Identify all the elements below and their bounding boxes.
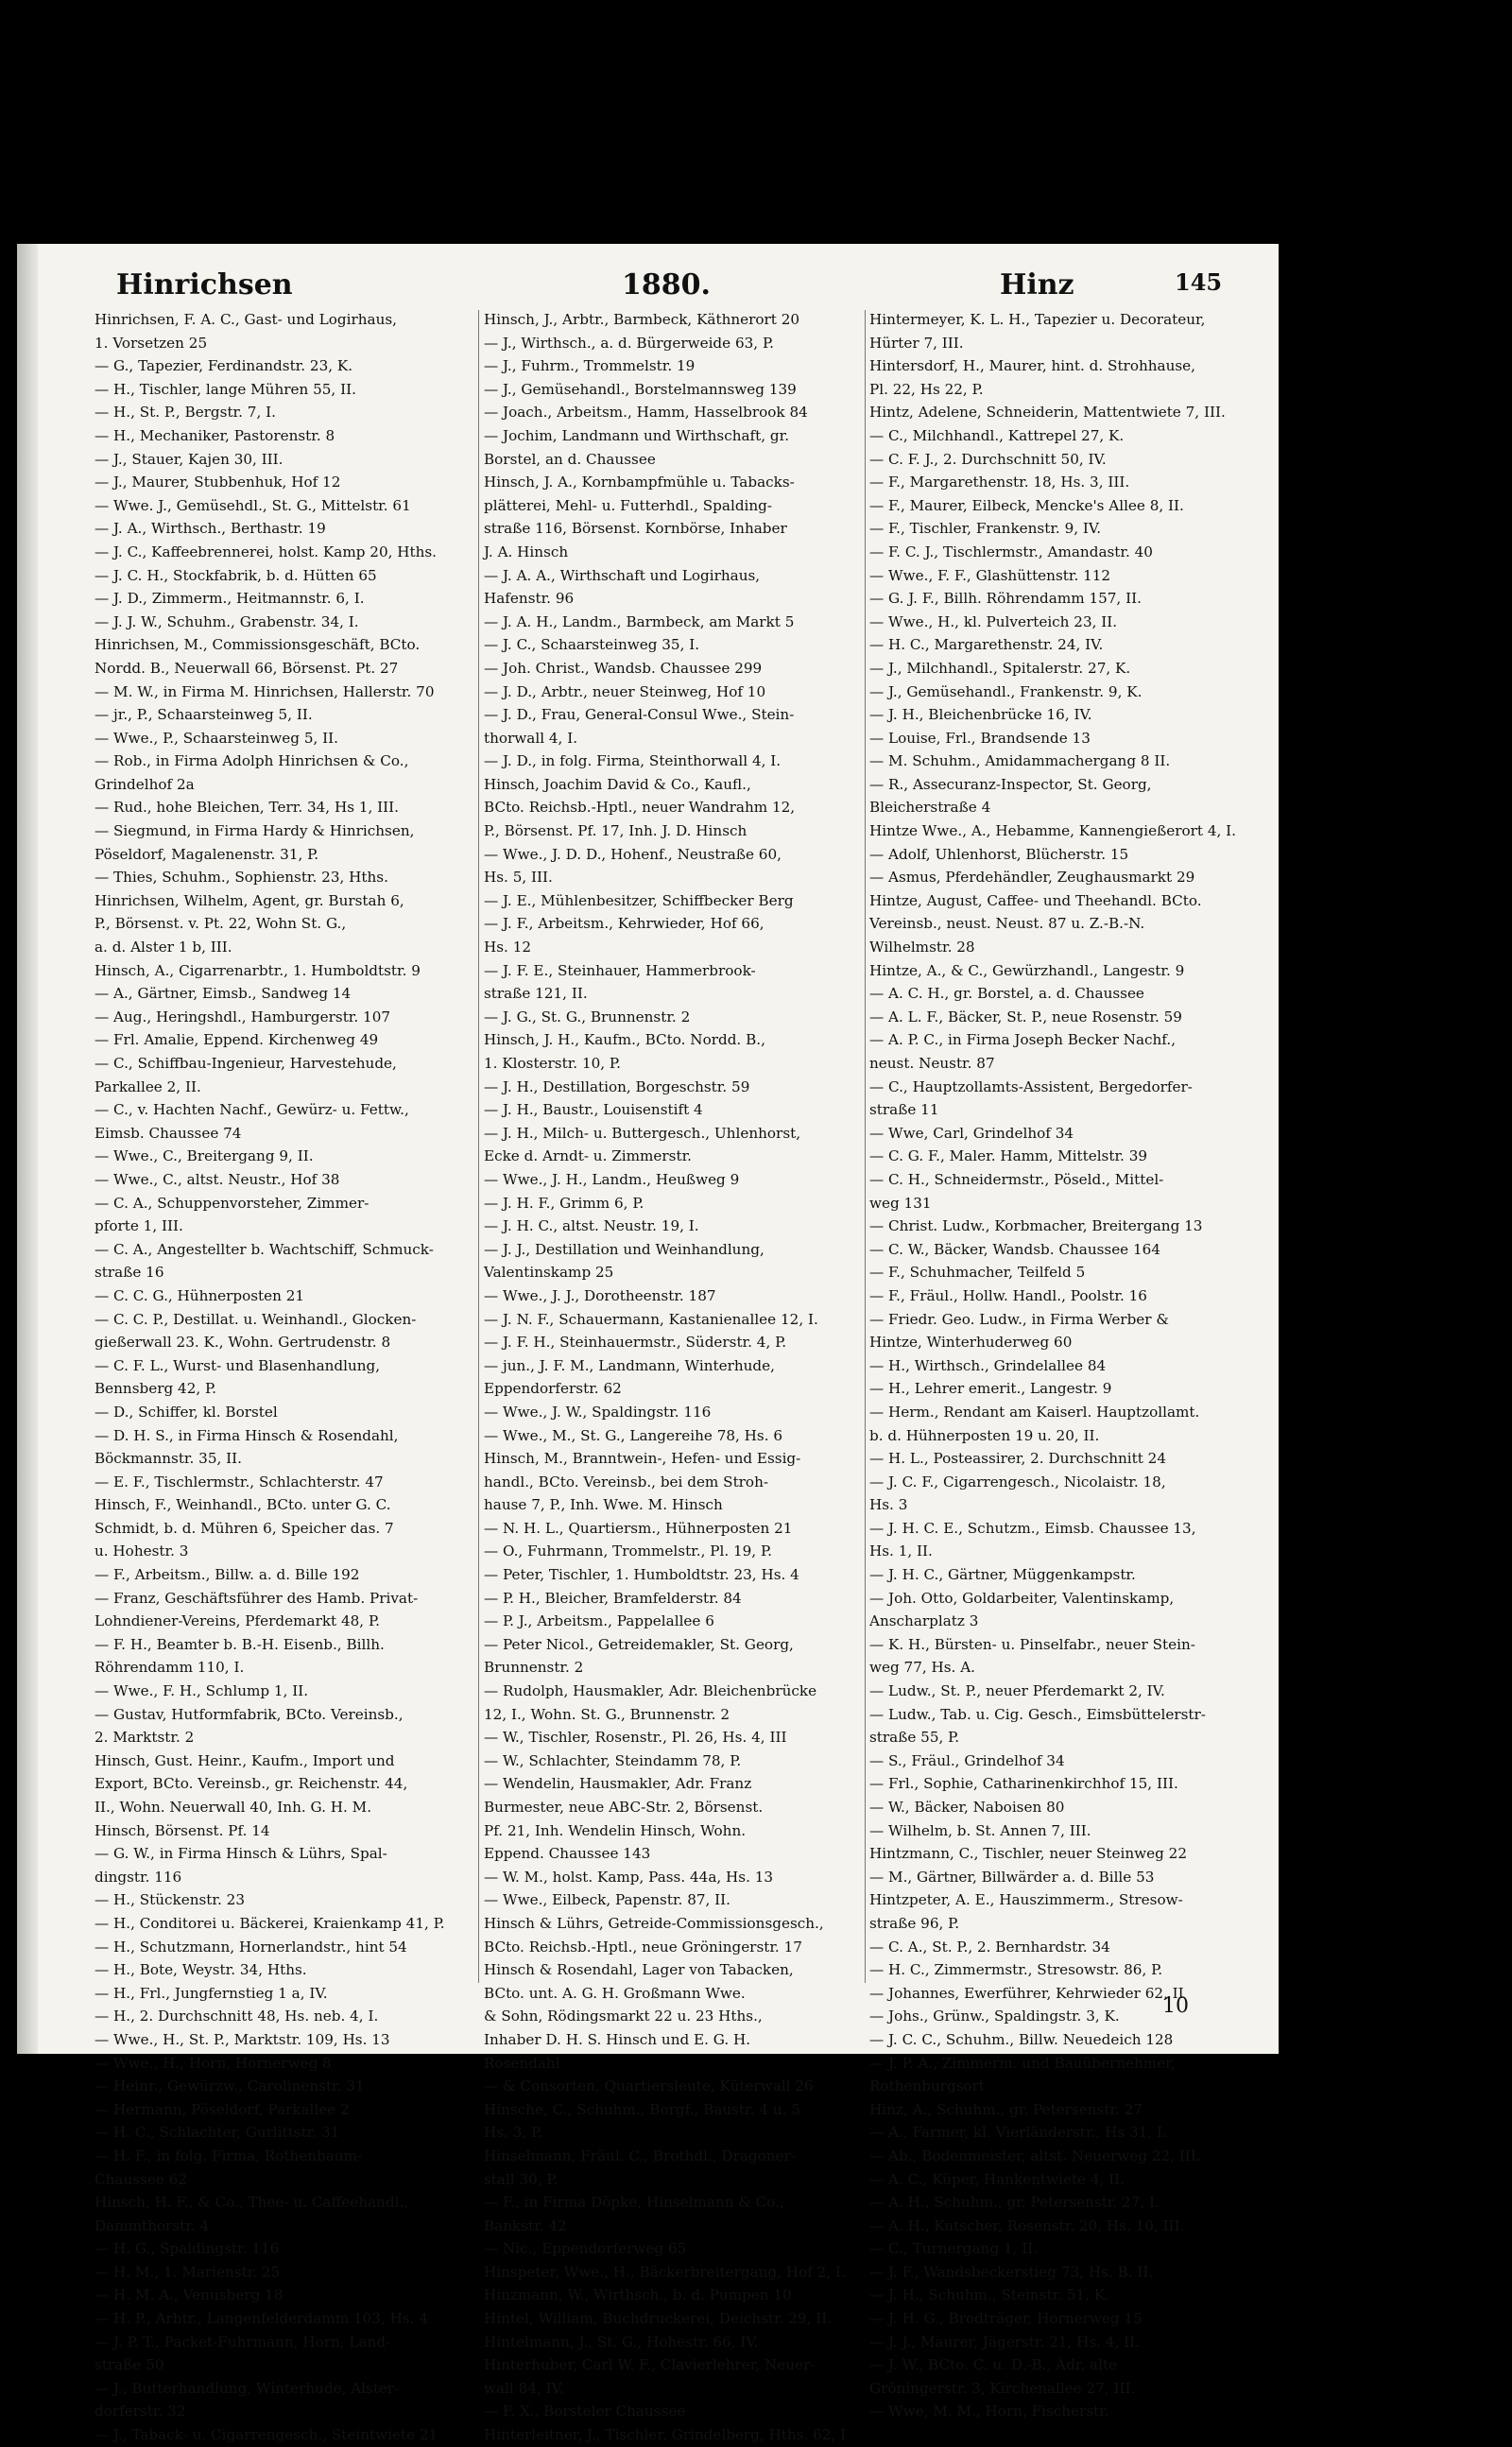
directory-entry-line: Rosendahl <box>484 2054 560 2072</box>
directory-entry-line: — H. F., in folg. Firma, Rothenbaum- <box>94 2146 363 2164</box>
directory-entry-line: — K. H., Bürsten- u. Pinselfabr., neuer Stein- <box>869 1635 1195 1653</box>
directory-entry-line: — D. H. S., in Firma Hinsch & Rosendahl, <box>94 1426 399 1444</box>
directory-entry-line: — Wwe., Eilbeck, Papenstr. 87, II. <box>484 1891 731 1909</box>
directory-entry-line: — M. Schuhm., Amidammachergang 8 II. <box>869 752 1171 770</box>
directory-entry-line: — J. J. W., Schuhm., Grabenstr. 34, I. <box>94 612 359 630</box>
directory-entry-line: — Wwe, Carl, Grindelhof 34 <box>869 1124 1074 1142</box>
directory-entry-line: — Joach., Arbeitsm., Hamm, Hasselbrook 84 <box>484 404 808 422</box>
directory-entry-line: — & Consorten, Quartiersleute, Küterwall 26 <box>484 2077 814 2095</box>
directory-entry-line: — Wilhelm, b. St. Annen 7, III. <box>869 1821 1091 1839</box>
directory-entry-line: Schmidt, b. d. Mühren 6, Speicher das. 7 <box>94 1519 394 1537</box>
directory-entry-line: — J. C., Schaarsteinweg 35, I. <box>484 636 700 654</box>
directory-entry-line: Hintze, August, Caffee- und Theehandl. BCto. <box>869 891 1202 909</box>
directory-entry-line: — C. W., Bäcker, Wandsb. Chaussee 164 <box>869 1240 1160 1258</box>
directory-entry-line: — Wwe., C., altst. Neustr., Hof 38 <box>94 1170 340 1188</box>
directory-entry-line: — G. J. F., Billh. Röhrendamm 157, II. <box>869 590 1142 608</box>
directory-entry-line: — J. H. C., Gärtner, Müggenkampstr. <box>869 1566 1136 1584</box>
directory-entry-line: — J. C., Kaffeebrennerei, holst. Kamp 20, Hths. <box>94 543 438 560</box>
directory-entry-line: Valentinskamp 25 <box>484 1264 614 1282</box>
directory-entry-line: — P. H., Bleicher, Bramfelderstr. 84 <box>484 1589 742 1607</box>
directory-entry-line: Hintzmann, C., Tischler, neuer Steinweg 22 <box>869 1845 1188 1863</box>
directory-entry-line: — H. P., Arbtr., Langenfelderdamm 103, Hs. 4 <box>94 2310 428 2328</box>
directory-entry-line: — J., Fuhrm., Trommelstr. 19 <box>484 357 696 375</box>
directory-entry-line: — J., Gemüsehandl., Frankenstr. 9, K. <box>869 682 1143 700</box>
directory-entry-line: — H. C., Zimmermstr., Stresowstr. 86, P. <box>869 1961 1163 1979</box>
directory-entry-line: — O., Fuhrmann, Trommelstr., Pl. 19, P. <box>484 1542 772 1560</box>
directory-entry-line: — M., Gärtner, Billwärder a. d. Bille 53 <box>869 1868 1155 1886</box>
directory-entry-line: straße 11 <box>869 1101 939 1119</box>
directory-entry-line: Hs. 1, II. <box>869 1542 933 1560</box>
directory-entry-line: — Louise, Frl., Brandsende 13 <box>869 729 1091 747</box>
directory-entry-line: Hinzmann, W., Wirthsch., b. d. Pumpen 10 <box>484 2286 792 2304</box>
directory-entry-line: — F. X., Borsteler Chaussee <box>484 2403 686 2421</box>
directory-entry-line: Hintel, William, Buchdruckerei, Deichstr. 29, II. <box>484 2310 833 2328</box>
directory-entry-line: — A. L. F., Bäcker, St. P., neue Rosenstr. 59 <box>869 1008 1182 1025</box>
directory-entry-line: — F. C. J., Tischlermstr., Amandastr. 40 <box>869 543 1153 560</box>
directory-entry-line: — A. P. C., in Firma Joseph Becker Nachf., <box>869 1031 1177 1049</box>
directory-entry-line: handl., BCto. Vereinsb., bei dem Stroh- <box>484 1473 768 1491</box>
directory-entry-line: — Peter, Tischler, 1. Humboldtstr. 23, Hs. 4 <box>484 1566 799 1584</box>
running-head-year: 1880. <box>622 268 711 302</box>
directory-entry-line: — H., Bote, Weystr. 34, Hths. <box>94 1961 307 1979</box>
directory-entry-line: Hafenstr. 96 <box>484 590 575 608</box>
directory-entry-line: Hintz, Adelene, Schneiderin, Mattentwiete 7, III. <box>869 404 1226 422</box>
directory-entry-line: — A. C., Küper, Hankentwiete 4, II. <box>869 2170 1125 2188</box>
directory-entry-line: — Wendelin, Hausmakler, Adr. Franz <box>484 1775 752 1793</box>
directory-entry-line: Hinsch, Börsenst. Pf. 14 <box>94 1821 270 1839</box>
directory-entry-line: — J. D., Arbtr., neuer Steinweg, Hof 10 <box>484 682 766 700</box>
directory-entry-line: Hintersdorf, H., Maurer, hint. d. Strohhause, <box>869 357 1195 375</box>
directory-entry-line: — Ludw., Tab. u. Cig. Gesch., Eimsbüttelerstr- <box>869 1705 1206 1723</box>
column-divider <box>865 310 866 1983</box>
directory-entry-line: — W., Bäcker, Naboisen 80 <box>869 1799 1065 1816</box>
directory-entry-line: — J. H., Baustr., Louisenstift 4 <box>484 1101 703 1119</box>
directory-entry-line: — Wwe., F. H., Schlump 1, II. <box>94 1682 309 1700</box>
directory-entry-line: — Jochim, Landmann und Wirthschaft, gr. <box>484 426 790 444</box>
directory-entry-line: — J. H., Destillation, Borgeschstr. 59 <box>484 1077 750 1095</box>
directory-entry-line: — A., Gärtner, Eimsb., Sandweg 14 <box>94 985 352 1003</box>
directory-entry-line: — H. M. A., Venusberg 18 <box>94 2286 284 2304</box>
directory-entry-line: — Wwe., C., Breitergang 9, II. <box>94 1147 314 1165</box>
directory-entry-line: — Rudolph, Hausmakler, Adr. Bleichenbrücke <box>484 1682 817 1700</box>
directory-entry-line: Böckmannstr. 35, II. <box>94 1450 242 1468</box>
directory-entry-line: Hs. 5, III. <box>484 869 553 887</box>
directory-entry-line: — A. H., Kutscher, Rosenstr. 20, Hs. 10, III. <box>869 2216 1185 2234</box>
directory-entry-line: — J. A. H., Landm., Barmbeck, am Markt 5 <box>484 612 795 630</box>
directory-entry-line: & Sohn, Rödingsmarkt 22 u. 23 Hths., <box>484 2008 763 2025</box>
directory-entry-line: Hintze, A., & C., Gewürzhandl., Langestr. 9 <box>869 961 1185 979</box>
directory-entry-line: — H., Stückenstr. 23 <box>94 1891 245 1909</box>
directory-entry-line: — Nic., Eppendorferweg 65 <box>484 2240 687 2258</box>
directory-entry-line: BCto. unt. A. G. H. Großmann Wwe. <box>484 1984 746 2002</box>
directory-entry-line: — F., Arbeitsm., Billw. a. d. Bille 192 <box>94 1566 360 1584</box>
directory-entry-line: 1. Vorsetzen 25 <box>94 334 208 352</box>
directory-entry-line: — J. P. A., Zimmerm. und Bauübernehmer, <box>869 2054 1176 2072</box>
directory-entry-line: Pl. 22, Hs 22, P. <box>869 380 984 398</box>
directory-entry-line: — J., Gemüsehandl., Borstelmannsweg 139 <box>484 380 797 398</box>
directory-entry-line: — Rud., hohe Bleichen, Terr. 34, Hs 1, III. <box>94 799 399 817</box>
directory-page <box>17 244 1279 2444</box>
directory-entry-line: straße 50 <box>94 2356 164 2374</box>
directory-entry-line: — Heinr., Gewürzw., Carolinenstr. 31 <box>94 2077 365 2095</box>
directory-entry-line: — H. L., Posteassirer, 2. Durchschnitt 24 <box>869 1450 1167 1468</box>
directory-entry-line: Hinsch, A., Cigarrenarbtr., 1. Humboldtstr. 9 <box>94 961 421 979</box>
directory-entry-line: — E. F., Tischlermstr., Schlachterstr. 47 <box>94 1473 384 1491</box>
directory-entry-line: Hintermeyer, K. L. H., Tapezier u. Decorateur, <box>869 311 1206 328</box>
directory-entry-line: 2. Marktstr. 2 <box>94 1729 195 1747</box>
directory-entry-line: wall 84, IV. <box>484 2379 564 2397</box>
directory-entry-line: — Wwe., F. F., Glashüttenstr. 112 <box>869 566 1111 584</box>
directory-entry-line: Hürter 7, III. <box>869 334 964 352</box>
directory-entry-line: — J. H. F., Grimm 6, P. <box>484 1194 644 1212</box>
directory-entry-line: — H., Schutzmann, Hornerlandstr., hint 54 <box>94 1938 407 1956</box>
directory-entry-line: — J. P. T., Packet-Fuhrmann, Horn, Land- <box>94 2333 391 2351</box>
directory-entry-line: — C., Schiffbau-Ingenieur, Harvestehude, <box>94 1055 397 1072</box>
directory-entry-line: — G. W., in Firma Hinsch & Lührs, Spal- <box>94 1845 387 1863</box>
directory-entry-line: — J., Butterhandlung, Winterhude, Alster- <box>94 2379 400 2397</box>
directory-entry-line: Hinrichsen, Wilhelm, Agent, gr. Burstah 6, <box>94 891 404 909</box>
directory-entry-line: — M. W., in Firma M. Hinrichsen, Hallerstr. 70 <box>94 682 435 700</box>
directory-entry-line: — S., Fräul., Grindelhof 34 <box>869 1751 1065 1769</box>
directory-entry-line: Hinsch, M., Branntwein-, Hefen- und Essig- <box>484 1450 801 1468</box>
directory-entry-line: — Wwe., J. W., Spaldingstr. 116 <box>484 1403 712 1421</box>
directory-entry-line: Export, BCto. Vereinsb., gr. Reichenstr. 44, <box>94 1775 408 1793</box>
directory-entry-line: Rothenburgsort <box>869 2077 986 2095</box>
directory-entry-line: — W., Schlachter, Steindamm 78, P. <box>484 1751 742 1769</box>
directory-entry-line: — H., 2. Durchschnitt 48, Hs. neb. 4, I. <box>94 2008 379 2025</box>
directory-entry-line: — C. A., Angestellter b. Wachtschiff, Schmuck- <box>94 1240 434 1258</box>
directory-entry-line: — C. F. J., 2. Durchschnitt 50, IV. <box>869 450 1107 468</box>
directory-entry-line: 1. Klosterstr. 10, P. <box>484 1055 621 1072</box>
directory-entry-line: — J. E., Mühlenbesitzer, Schiffbecker Berg <box>484 891 794 909</box>
directory-entry-line: — Friedr. Geo. Ludw., in Firma Werber & <box>869 1310 1169 1328</box>
directory-entry-line: — Johannes, Ewerführer, Kehrwieder 62, II <box>869 1984 1184 2002</box>
directory-entry-line: — Joh. Otto, Goldarbeiter, Valentinskamp, <box>869 1589 1175 1607</box>
directory-entry-line: — Wwe., H., kl. Pulverteich 23, II. <box>869 612 1118 630</box>
directory-entry-line: — H., Conditorei u. Bäckerei, Kraienkamp 41, P. <box>94 1914 445 1932</box>
directory-entry-line: straße 55, P. <box>869 1729 960 1747</box>
directory-entry-line: — C. A., St. P., 2. Bernhardstr. 34 <box>869 1938 1110 1956</box>
directory-entry-line: Grindelhof 2a <box>94 775 195 793</box>
directory-entry-line: Hinselmann, Fräul. C., Brothdl., Dragoner- <box>484 2146 796 2164</box>
directory-entry-line: Inhaber D. H. S. Hinsch und E. G. H. <box>484 2030 751 2048</box>
directory-entry-line: — G., Tapezier, Ferdinandstr. 23, K. <box>94 357 353 375</box>
directory-entry-line: Vereinsb., neust. Neust. 87 u. Z.-B.-N. <box>869 915 1145 933</box>
directory-entry-line: — J. A., Wirthsch., Berthastr. 19 <box>94 520 326 538</box>
directory-entry-line: — C. C. P., Destillat. u. Weinhandl., Glocken- <box>94 1310 417 1328</box>
directory-entry-line: BCto. Reichsb.-Hptl., neue Gröningerstr. 17 <box>484 1938 802 1956</box>
directory-entry-line: BCto. Reichsb.-Hptl., neuer Wandrahm 12, <box>484 799 796 817</box>
directory-entry-line: — Wwe. J., Gemüsehdl., St. G., Mittelstr. 61 <box>94 496 411 514</box>
directory-entry-line: — C. G. F., Maler. Hamm, Mittelstr. 39 <box>869 1147 1148 1165</box>
book-spine <box>17 244 38 2054</box>
directory-entry-line: Parkallee 2, II. <box>94 1077 201 1095</box>
directory-entry-line: Hinspeter, Wwe., H., Bäckerbreitergang, Hof 2, I. <box>484 2263 846 2281</box>
directory-entry-line: — J. F. E., Steinhauer, Hammerbrook- <box>484 961 756 979</box>
directory-entry-line: II., Wohn. Neuerwall 40, Inh. G. H. M. <box>94 1799 372 1816</box>
directory-entry-line: — H. C., Margarethenstr. 24, IV. <box>869 636 1104 654</box>
directory-entry-line: Hs. 3, P. <box>484 2124 542 2142</box>
directory-entry-line: — Peter Nicol., Getreidemakler, St. Georg, <box>484 1635 794 1653</box>
directory-entry-line: Hintelmann, J., St. G., Hohestr. 66, IV. <box>484 2333 759 2351</box>
directory-entry-line: — Christ. Ludw., Korbmacher, Breitergang 13 <box>869 1217 1203 1235</box>
directory-entry-line: Chaussee 62 <box>94 2170 187 2188</box>
directory-entry-line: — J. H. C. E., Schutzm., Eimsb. Chaussee 13, <box>869 1519 1196 1537</box>
directory-entry-line: Hinz, A., Schuhm., gr. Petersenstr. 27 <box>869 2100 1143 2118</box>
directory-entry-line: Eppend. Chaussee 143 <box>484 1845 651 1863</box>
directory-entry-line: — J. H., Milch- u. Buttergesch., Uhlenhorst, <box>484 1124 801 1142</box>
directory-entry-line: — jun., J. F. M., Landmann, Winterhude, <box>484 1356 775 1374</box>
directory-entry-line: — H. G., Spaldingstr. 116 <box>94 2240 280 2258</box>
directory-entry-line: — J. A. A., Wirthschaft und Logirhaus, <box>484 566 761 584</box>
directory-entry-line: — Rob., in Firma Adolph Hinrichsen & Co., <box>94 752 409 770</box>
directory-entry-line: Dammthorstr. 4 <box>94 2216 210 2234</box>
directory-entry-line: — C., v. Hachten Nachf., Gewürz- u. Fettw., <box>94 1101 409 1119</box>
directory-entry-line: Gröningerstr. 3, Kirchenallee 27, III. <box>869 2379 1136 2397</box>
directory-entry-line: — Wwe., H., St. P., Marktstr. 109, Hs. 13 <box>94 2030 390 2048</box>
directory-entry-line: J. A. Hinsch <box>484 543 569 560</box>
directory-entry-line: — F., Tischler, Frankenstr. 9, IV. <box>869 520 1102 538</box>
directory-entry-line: — C., Turnergang 1, II. <box>869 2240 1039 2258</box>
directory-entry-line: — J. J., Destillation und Weinhandlung, <box>484 1240 765 1258</box>
directory-entry-line: Hinsch, Gust. Heinr., Kaufm., Import und <box>94 1751 395 1769</box>
directory-entry-line: — J. N. F., Schauermann, Kastanienallee 12, I. <box>484 1310 818 1328</box>
directory-entry-line: Hs. 3 <box>869 1496 908 1514</box>
directory-entry-line: — H., Lehrer emerit., Langestr. 9 <box>869 1380 1112 1398</box>
directory-entry-line: — Frl. Amalie, Eppend. Kirchenweg 49 <box>94 1031 379 1049</box>
directory-column-1 <box>94 308 476 2447</box>
directory-entry-line: — J. F. H., Steinhauermstr., Süderstr. 4, P. <box>484 1334 787 1352</box>
directory-entry-line: — A. H., Schuhm., gr. Petersenstr. 27, I. <box>869 2194 1160 2212</box>
directory-entry-line: — Aug., Heringshdl., Hamburgerstr. 107 <box>94 1008 391 1025</box>
directory-entry-line: — Gustav, Hutformfabrik, BCto. Vereinsb., <box>94 1705 404 1723</box>
directory-entry-line: Eppendorferstr. 62 <box>484 1380 622 1398</box>
directory-entry-line: — J., Taback- u. Cigarrengesch., Steintwiete 21 <box>94 2426 438 2444</box>
directory-entry-line: Hinterhuber, Carl W. F., Clavierlehrer, Neuer- <box>484 2356 816 2374</box>
directory-entry-line: — F., Schuhmacher, Teilfeld 5 <box>869 1264 1086 1282</box>
directory-entry-line: — R., Assecuranz-Inspector, St. Georg, <box>869 775 1152 793</box>
directory-entry-line: — C. A., Schuppenvorsteher, Zimmer- <box>94 1194 369 1212</box>
directory-entry-line: Hinterleitner, J., Tischler, Grindelberg, Hths. 62, I <box>484 2426 847 2444</box>
directory-entry-line: Burmester, neue ABC-Str. 2, Börsenst. <box>484 1799 764 1816</box>
directory-entry-line: Borstel, an d. Chaussee <box>484 450 656 468</box>
directory-entry-line: — W., Tischler, Rosenstr., Pl. 26, Hs. 4, III <box>484 1729 787 1747</box>
directory-entry-line: — H., St. P., Bergstr. 7, I. <box>94 404 276 422</box>
directory-entry-line: Hintzpeter, A. E., Hauszimmerm., Stresow- <box>869 1891 1183 1909</box>
directory-entry-line: Lohndiener-Vereins, Pferdemarkt 48, P. <box>94 1612 380 1630</box>
directory-entry-line: — Wwe., J. H., Landm., Heußweg 9 <box>484 1170 740 1188</box>
directory-entry-line: Hintze Wwe., A., Hebamme, Kannengießerort 4, I. <box>869 822 1236 840</box>
directory-entry-line: — F. H., Beamter b. B.-H. Eisenb., Billh. <box>94 1635 385 1653</box>
directory-entry-line: dorferstr. 32 <box>94 2403 186 2421</box>
running-head-left: Hinrichsen <box>116 268 293 302</box>
directory-entry-line: straße 96, P. <box>869 1914 960 1932</box>
directory-entry-line: — H., Tischler, lange Mühren 55, II. <box>94 380 356 398</box>
directory-entry-line: — J., Wirthsch., a. d. Bürgerweide 63, P. <box>484 334 774 352</box>
directory-entry-line: — H. M., 1. Marienstr. 25 <box>94 2263 281 2281</box>
directory-entry-line: u. Hohestr. 3 <box>94 1542 189 1560</box>
directory-entry-line: — J., Stauer, Kajen 30, III. <box>94 450 284 468</box>
directory-entry-line: — Wwe., P., Schaarsteinweg 5, II. <box>94 729 338 747</box>
directory-entry-line: Hinsche, C., Schuhm., Borgf., Baustr. 4 u. 5 <box>484 2100 800 2118</box>
directory-entry-line: a. d. Alster 1 b, III. <box>94 939 232 956</box>
directory-entry-line: — Hermann, Pöseldorf, Parkallee 2 <box>94 2100 350 2118</box>
directory-entry-line: — J. J., Maurer, Jägerstr. 21, Hs. 4, II. <box>869 2333 1140 2351</box>
directory-entry-line: — F., Fräul., Hollw. Handl., Poolstr. 16 <box>869 1286 1147 1304</box>
directory-entry-line: — H., Frl., Jungfernstieg 1 a, IV. <box>94 1984 328 2002</box>
column-divider <box>478 310 479 1983</box>
directory-entry-line: — H. C., Schlachter, Gurlittstr. 31 <box>94 2124 340 2142</box>
directory-entry-line: Bennsberg 42, P. <box>94 1380 216 1398</box>
directory-entry-line: thorwall 4, I. <box>484 729 578 747</box>
directory-entry-line: — W. M., holst. Kamp, Pass. 44a, Hs. 13 <box>484 1868 774 1886</box>
running-head-right: Hinz <box>1000 268 1074 302</box>
directory-entry-line: Ecke d. Arndt- u. Zimmerstr. <box>484 1147 692 1165</box>
directory-entry-line: Nordd. B., Neuerwall 66, Börsenst. Pt. 27 <box>94 659 399 677</box>
directory-entry-line: — Wwe., J. J., Dorotheenstr. 187 <box>484 1286 716 1304</box>
directory-entry-line: — H., Wirthsch., Grindelallee 84 <box>869 1356 1107 1374</box>
directory-entry-line: — J., Maurer, Stubbenhuk, Hof 12 <box>94 474 341 491</box>
directory-entry-line: Hinsch, F., Weinhandl., BCto. unter G. C. <box>94 1496 391 1514</box>
directory-entry-line: weg 77, Hs. A. <box>869 1659 976 1677</box>
directory-entry-line: — C. H., Schneidermstr., Pöseld., Mittel- <box>869 1170 1164 1188</box>
directory-entry-line: — J. G., St. G., Brunnenstr. 2 <box>484 1008 691 1025</box>
directory-entry-line: — F., Maurer, Eilbeck, Mencke's Allee 8, II. <box>869 496 1184 514</box>
directory-entry-line: pforte 1, III. <box>94 1217 183 1235</box>
directory-entry-line: Pf. 21, Inh. Wendelin Hinsch, Wohn. <box>484 1821 747 1839</box>
directory-entry-line: Hs. 12 <box>484 939 532 956</box>
directory-entry-line: — Wwe, M. M., Horn, Fischerstr. <box>869 2403 1109 2421</box>
directory-entry-line: — C. C. G., Hühnerposten 21 <box>94 1286 305 1304</box>
directory-entry-line: plätterei, Mehl- u. Futterhdl., Spalding- <box>484 496 773 514</box>
directory-entry-line: Hinrichsen, M., Commissionsgeschäft, BCto. <box>94 636 421 654</box>
directory-entry-line: Hinsch & Lührs, Getreide-Commissionsgesch., <box>484 1914 824 1932</box>
directory-entry-line: — J. W., BCto. C. u. D.-B., Adr. alte <box>869 2356 1118 2374</box>
directory-entry-line: — C., Milchhandl., Kattrepel 27, K. <box>869 426 1125 444</box>
directory-entry-line: — Ludw., St. P., neuer Pferdemarkt 2, IV. <box>869 1682 1165 1700</box>
directory-entry-line: — J. H. C., altst. Neustr. 19, I. <box>484 1217 699 1235</box>
directory-entry-line: straße 116, Börsenst. Kornbörse, Inhaber <box>484 520 787 538</box>
directory-entry-line: Röhrendamm 110, I. <box>94 1659 245 1677</box>
directory-entry-line: — J., Milchhandl., Spitalerstr. 27, K. <box>869 659 1131 677</box>
directory-entry-line: — Johs., Grünw., Spaldingstr. 3, K. <box>869 2008 1120 2025</box>
directory-entry-line: — N. H. L., Quartiersm., Hühnerposten 21 <box>484 1519 793 1537</box>
directory-entry-line: Hinrichsen, F. A. C., Gast- und Logirhaus, <box>94 311 397 328</box>
directory-entry-line: — Joh. Christ., Wandsb. Chaussee 299 <box>484 659 763 677</box>
directory-column-2 <box>484 308 862 2447</box>
directory-column-3 <box>869 308 1274 2423</box>
directory-entry-line: — J. D., Frau, General-Consul Wwe., Stein- <box>484 706 795 724</box>
directory-entry-line: Hinsch, J. H., Kaufm., BCto. Nordd. B., <box>484 1031 765 1049</box>
directory-entry-line: gießerwall 23. K., Wohn. Gertrudenstr. 8 <box>94 1334 391 1352</box>
directory-entry-line: Pöseldorf, Magalenenstr. 31, P. <box>94 845 319 863</box>
directory-entry-line: — Wwe., J. D. D., Hohenf., Neustraße 60, <box>484 845 782 863</box>
directory-entry-line: — A., Farmer, kl. Vierländerstr., Hs 31, I. <box>869 2124 1167 2142</box>
directory-entry-line: — J. C. F., Cigarrengesch., Nicolaistr. 18, <box>869 1473 1166 1491</box>
directory-entry-line: — J. C. H., Stockfabrik, b. d. Hütten 65 <box>94 566 377 584</box>
directory-entry-line: Eimsb. Chaussee 74 <box>94 1124 242 1142</box>
directory-entry-line: Hinsch, J. A., Kornbampfmühle u. Tabacks- <box>484 474 795 491</box>
directory-entry-line: Wilhelmstr. 28 <box>869 939 975 956</box>
directory-entry-line: stall 30, P. <box>484 2170 558 2188</box>
directory-entry-line: Hinsch, J., Arbtr., Barmbeck, Käthnerort 20 <box>484 311 800 328</box>
directory-entry-line: Hinsch & Rosendahl, Lager von Tabacken, <box>484 1961 794 1979</box>
directory-entry-line: Anscharplatz 3 <box>869 1612 979 1630</box>
directory-entry-line: — J. C. C., Schuhm., Billw. Neuedeich 128 <box>869 2030 1174 2048</box>
directory-entry-line: — Wwe., M., St. G., Langereihe 78, Hs. 6 <box>484 1426 783 1444</box>
signature-mark: 10 <box>1162 1994 1189 2018</box>
directory-entry-line: Bleicherstraße 4 <box>869 799 991 817</box>
directory-entry-line: — J. H. G., Brodträger, Hornerweg 15 <box>869 2310 1143 2328</box>
directory-entry-line: — Siegmund, in Firma Hardy & Hinrichsen, <box>94 822 415 840</box>
directory-entry-line: Hintze, Winterhuderweg 60 <box>869 1334 1073 1352</box>
directory-entry-line: — A. C. H., gr. Borstel, a. d. Chaussee <box>869 985 1144 1003</box>
directory-entry-line: Brunnenstr. 2 <box>484 1659 584 1677</box>
directory-entry-line: hause 7, P., Inh. Wwe. M. Hinsch <box>484 1496 723 1514</box>
directory-entry-line: — Herm., Rendant am Kaiserl. Hauptzollamt. <box>869 1403 1200 1421</box>
directory-entry-line: — C., Hauptzollamts-Assistent, Bergedorfer- <box>869 1077 1193 1095</box>
directory-entry-line: weg 131 <box>869 1194 932 1212</box>
directory-entry-line: — H., Mechaniker, Pastorenstr. 8 <box>94 426 335 444</box>
directory-entry-line: 12, I., Wohn. St. G., Brunnenstr. 2 <box>484 1705 730 1723</box>
directory-entry-line: straße 121, II. <box>484 985 588 1003</box>
directory-entry-line: — jr., P., Schaarsteinweg 5, II. <box>94 706 313 724</box>
directory-entry-line: P., Börsenst. v. Pt. 22, Wohn St. G., <box>94 915 347 933</box>
directory-entry-line: — Franz, Geschäftsführer des Hamb. Privat- <box>94 1589 419 1607</box>
page-number: 145 <box>1175 268 1223 296</box>
directory-entry-line: b. d. Hühnerposten 19 u. 20, II. <box>869 1426 1100 1444</box>
directory-entry-line: Hinsch, H. F., & Co., Thee- u. Caffeehandl., <box>94 2194 409 2212</box>
directory-entry-line: — Frl., Sophie, Catharinenkirchhof 15, III. <box>869 1775 1178 1793</box>
directory-entry-line: — D., Schiffer, kl. Borstel <box>94 1403 278 1421</box>
directory-entry-line: — Adolf, Uhlenhorst, Blücherstr. 15 <box>869 845 1129 863</box>
directory-entry-line: — J. D., in folg. Firma, Steinthorwall 4, I. <box>484 752 782 770</box>
directory-entry-line: — P. J., Arbeitsm., Pappelallee 6 <box>484 1612 714 1630</box>
directory-entry-line: dingstr. 116 <box>94 1868 182 1886</box>
directory-entry-line: — Thies, Schuhm., Sophienstr. 23, Hths. <box>94 869 388 887</box>
directory-entry-line: — C. F. L., Wurst- und Blasenhandlung, <box>94 1356 381 1374</box>
directory-entry-line: — F., Margarethenstr. 18, Hs. 3, III. <box>869 474 1130 491</box>
directory-entry-line: — F., in Firma Döpke, Hinselmann & Co., <box>484 2194 784 2212</box>
directory-entry-line: straße 16 <box>94 1264 164 1282</box>
directory-entry-line: — J. F., Arbeitsm., Kehrwieder, Hof 66, <box>484 915 765 933</box>
directory-entry-line: Hinsch, Joachim David & Co., Kaufl., <box>484 775 751 793</box>
directory-entry-line: — J. H., Schuhm., Steinstr. 51, K. <box>869 2286 1109 2304</box>
directory-entry-line: — J. F., Wandsbeckerstieg 73, Hs. B. II. <box>869 2263 1154 2281</box>
directory-entry-line: Bankstr. 42 <box>484 2216 567 2234</box>
directory-entry-line: — J. H., Bleichenbrücke 16, IV. <box>869 706 1092 724</box>
directory-entry-line: neust. Neustr. 87 <box>869 1055 995 1072</box>
directory-entry-line: P., Börsenst. Pf. 17, Inh. J. D. Hinsch <box>484 822 747 840</box>
directory-entry-line: — Ab., Bodenmeister, altst. Neuerweg 22, III. <box>869 2146 1201 2164</box>
directory-entry-line: — Wwe., H., Horn, Hornerweg 8 <box>94 2054 332 2072</box>
directory-entry-line: — J. D., Zimmerm., Heitmannstr. 6, I. <box>94 590 365 608</box>
directory-entry-line: — Asmus, Pferdehändler, Zeughausmarkt 29 <box>869 869 1195 887</box>
